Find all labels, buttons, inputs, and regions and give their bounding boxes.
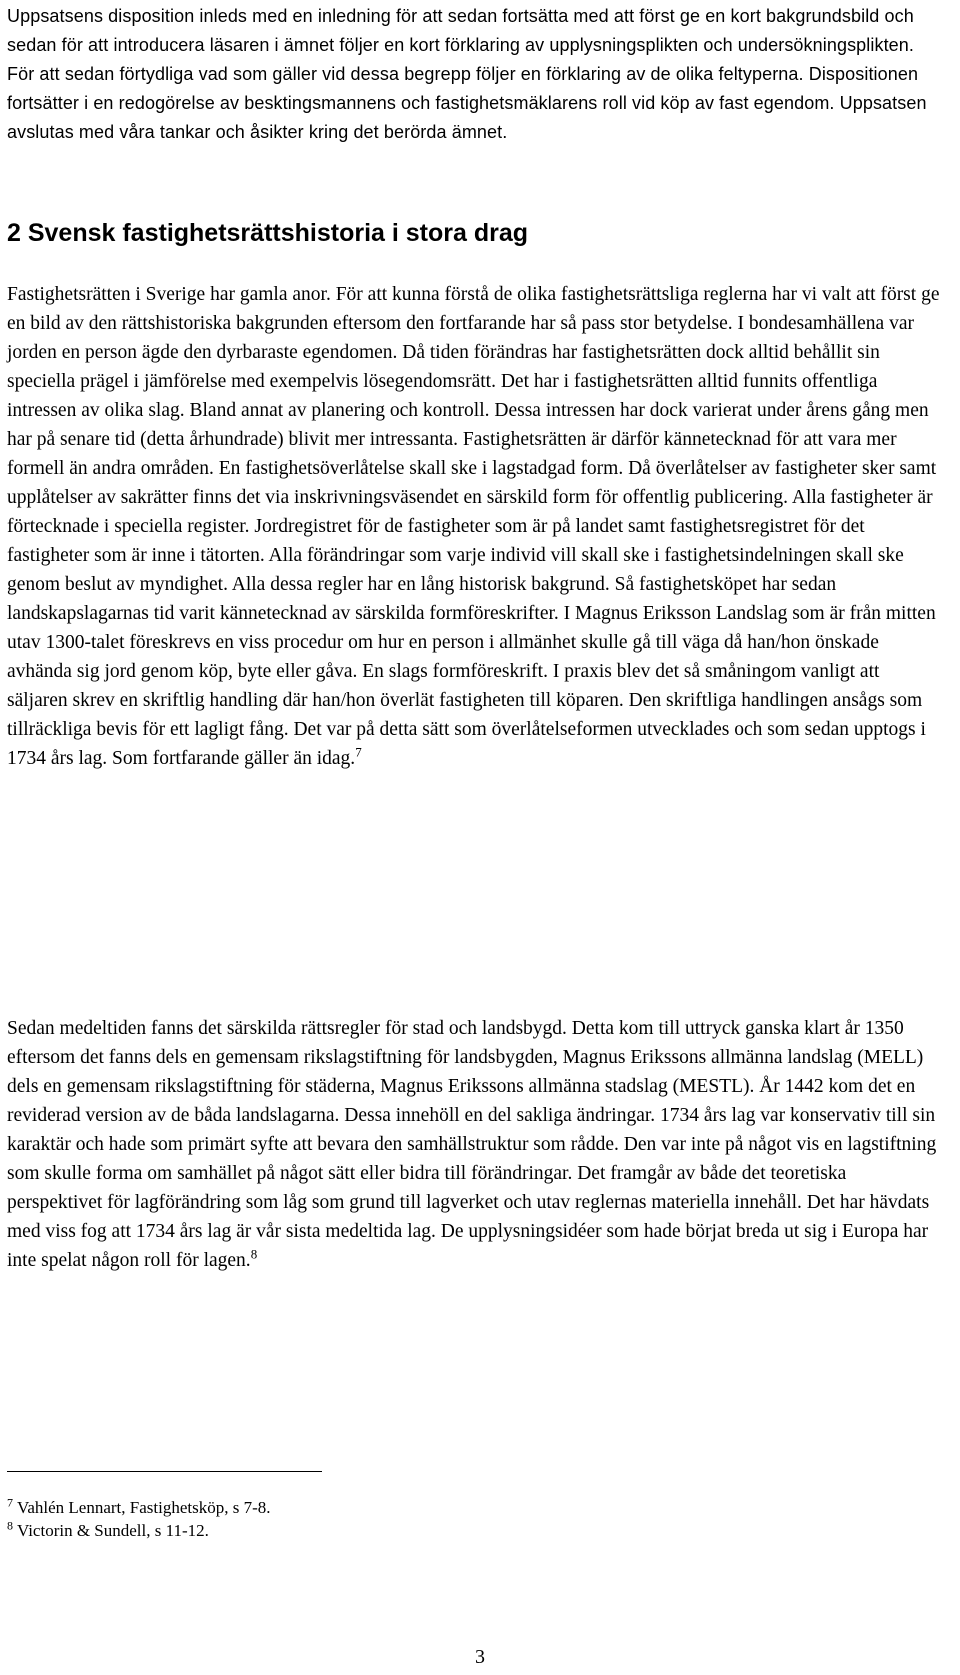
footnote-text: Vahlén Lennart, Fastighetsköp, s 7-8.	[16, 1498, 271, 1517]
footnote-divider	[7, 1471, 322, 1472]
section-heading: 2 Svensk fastighetsrättshistoria i stora drag	[7, 219, 529, 247]
paragraph-text: Sedan medeltiden fanns det särskilda rättsregler för stad och landsbygd. Detta kom till uttryck ganska klart år 1350 eftersom det fanns dels en gemensam rikslagstiftning för landsbygden, Magnus Erikssons allmänna landslag (MELL) dels en gemensam rikslagstiftning för städerna, Magnus Erikssons allmänna stadslag (MESTL). År 1442 kom det en reviderad version av de båda landslagarna. Dessa innehöll en del sakliga ändringar. 1734 års lag var konservativ till sin karaktär och hade som primärt syfte att bevara den samhällstruktur som rådde. Den var inte på något vis en lagstiftning som skulle forma om samhället på något sätt eller bidra till förändringar. Det framgår av både det teoretiska perspektivet för lagförändring som låg som grund till lagverket och utav reglernas materiella innehåll. Det har hävdats med viss fog att 1734 års lag är vår sista medeltida lag. De upplysningsidéer som hade börjat breda ut sig i Europa har inte spelat någon roll för lagen.	[7, 1018, 937, 1271]
body-paragraph	[7, 280, 942, 773]
page-number: 3	[475, 1646, 485, 1668]
intro-paragraph	[7, 2, 942, 147]
footnote	[7, 1519, 271, 1542]
footnote	[7, 1496, 271, 1519]
footnote-text: Victorin & Sundell, s 11-12.	[16, 1521, 209, 1540]
intro-text: Uppsatsens disposition inleds med en inledning för att sedan fortsätta med att först ge en kort bakgrundsbild och sedan för att introducera läsaren i ämnet följer en kort förklaring av upplysningsplikten och undersökningsplikten. För att sedan förtydliga vad som gäller vid dessa begrepp följer en förklaring av de olika feltyperna. Dispositionen fortsätter i en redogörelse av besktingsmannens och fastighetsmäklarens roll vid köp av fast egendom. Uppsatsen avslutas med våra tankar och åsikter kring det berörda ämnet.	[7, 6, 927, 142]
footnote-reference[interactable]: 7	[355, 744, 362, 760]
footnote-number: 8	[7, 1518, 13, 1533]
footnotes	[7, 1496, 271, 1542]
paragraph-text: Fastighetsrätten i Sverige har gamla anor. För att kunna förstå de olika fastighetsrättsliga reglerna har vi valt att först ge en bild av den rättshistoriska bakgrunden eftersom den fortfarande har så pass stor betydelse. I bondesamhällena var jorden en person ägde den dyrbaraste egendomen. Då tiden förändras har fastighetsrätten dock alltid behållit sin speciella prägel i jämförelse med exempelvis lösegendomsrätt. Det har i fastighetsrätten alltid funnits offentliga intressen av olika slag. Bland annat av planering och kontroll. Dessa intressen har dock varierat under årens gång men har på senare tid (detta århundrade) blivit mer intressanta. Fastighetsrätten är därför kännetecknad för att vara mer formell än andra områden. En fastighetsöverlåtelse skall ske i lagstadgad form. Då överlåtelser av fastigheter sker samt upplåtelser av sakrätter finns det via inskrivningsväsendet en särskild form för offentlig publicering. Alla fastigheter är förtecknade i speciella register. Jordregistret för de fastigheter som är på landet samt fastighetsregistret för det fastigheter som är inne i tätorten. Alla förändringar som varje individ vill skall ske i fastighetsindelningen skall ske genom beslut av myndighet. Alla dessa regler har en lång historisk bakgrund. Så fastighetsköpet har sedan landskapslagarnas tid varit kännetecknad av särskilda formföreskrifter. I Magnus Eriksson Landslag som är från mitten utav 1300-talet föreskrevs en viss procedur om hur en person i allmänhet skulle gå till väga då han/hon önskade avhända sig jord genom köp, byte eller gåva. En slags formföreskrift. I praxis blev det så småningom vanligt att säljaren skrev en skriftlig handling där han/hon överlät fastigheten till köparen. Den skriftliga handlingen ansågs som tillräckliga bevis för ett lagligt fång. Det var på detta sätt som överlåtelseformen utvecklades och som sedan upptogs i 1734 års lag. Som fortfarande gäller än idag.	[7, 284, 940, 769]
footnote-reference[interactable]: 8	[250, 1246, 258, 1262]
body-paragraph	[7, 1014, 942, 1275]
footnote-number: 7	[7, 1495, 13, 1510]
